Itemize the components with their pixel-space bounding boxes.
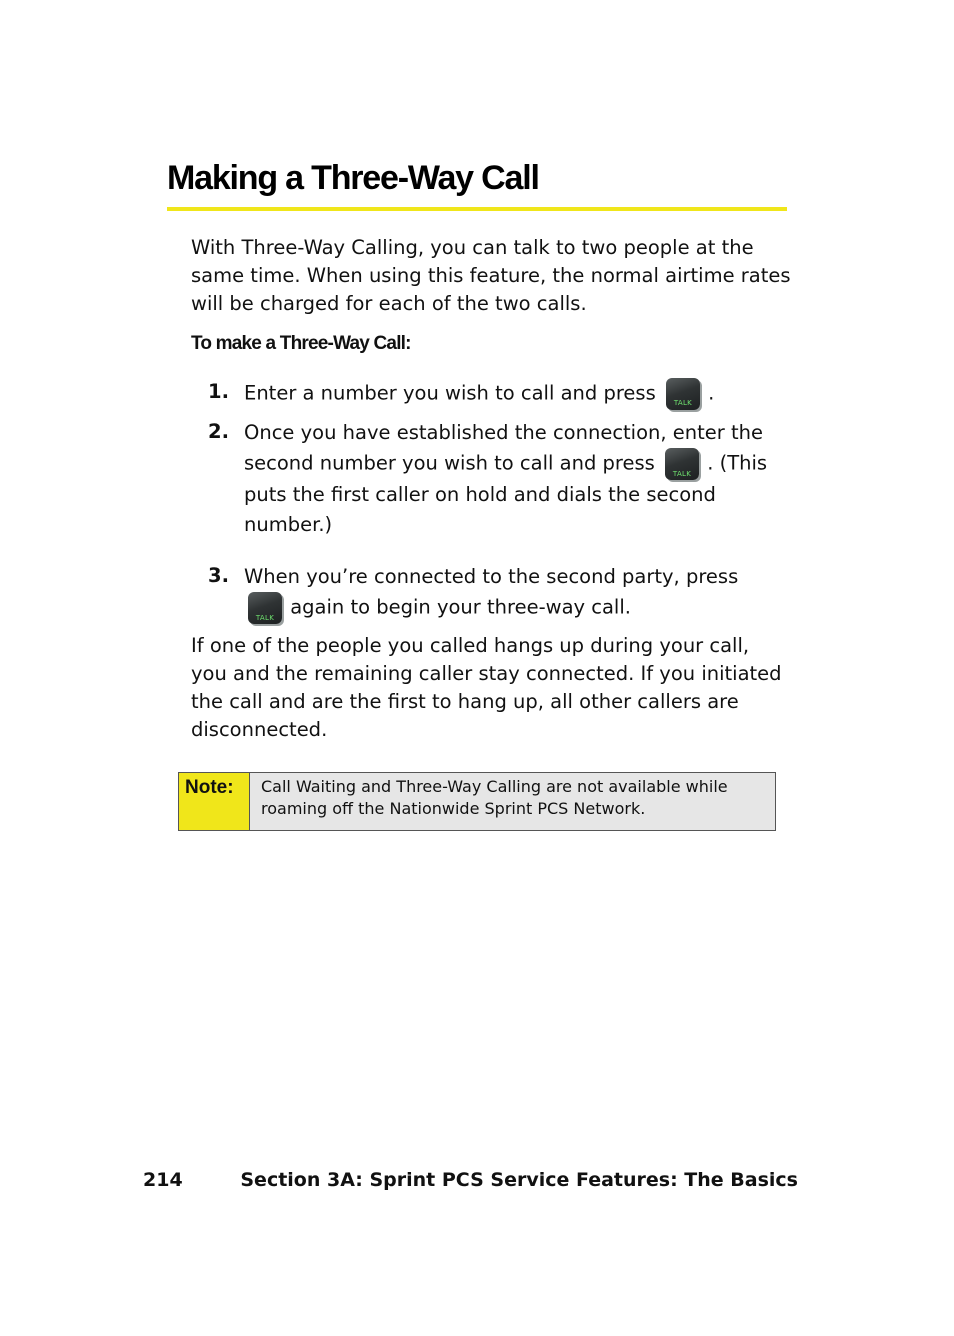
page-title: Making a Three-Way Call xyxy=(167,159,539,197)
talk-key-icon: TALK xyxy=(666,378,700,410)
note-text: Call Waiting and Three-Way Calling are not available while roaming off the Nationwide Sprint PCS Network. xyxy=(250,773,775,830)
step-number: 3. xyxy=(208,564,229,587)
step-text: Enter a number you wish to call and press TALK . xyxy=(244,378,784,410)
procedure-heading: To make a Three-Way Call: xyxy=(191,333,411,354)
section-footer: Section 3A: Sprint PCS Service Features: The Basics xyxy=(240,1169,798,1191)
page-number: 214 xyxy=(143,1169,183,1191)
talk-key-icon: TALK xyxy=(248,592,282,624)
title-underline xyxy=(167,207,787,211)
step-number: 2. xyxy=(208,420,229,443)
outro-paragraph: If one of the people you called hangs up during your call, you and the remaining caller stay connected. If you initiated the call and are the first to hang up, all other callers are disconnected. xyxy=(191,634,782,741)
step-text: Once you have established the connection, enter the second number you wish to call and press TALK . (This puts the first caller on hold and dials the second number.) xyxy=(244,421,768,536)
intro-paragraph: With Three-Way Calling, you can talk to two people at the same time. When using this feature, the normal airtime rates will be charged for each of the two calls. xyxy=(191,236,791,315)
note-label: Note: xyxy=(179,773,250,830)
step-number: 1. xyxy=(208,380,229,403)
step-text: When you’re connected to the second party, press TALK again to begin your three-way call. xyxy=(244,565,739,622)
talk-key-icon: TALK xyxy=(665,448,699,480)
note-box xyxy=(178,772,776,831)
